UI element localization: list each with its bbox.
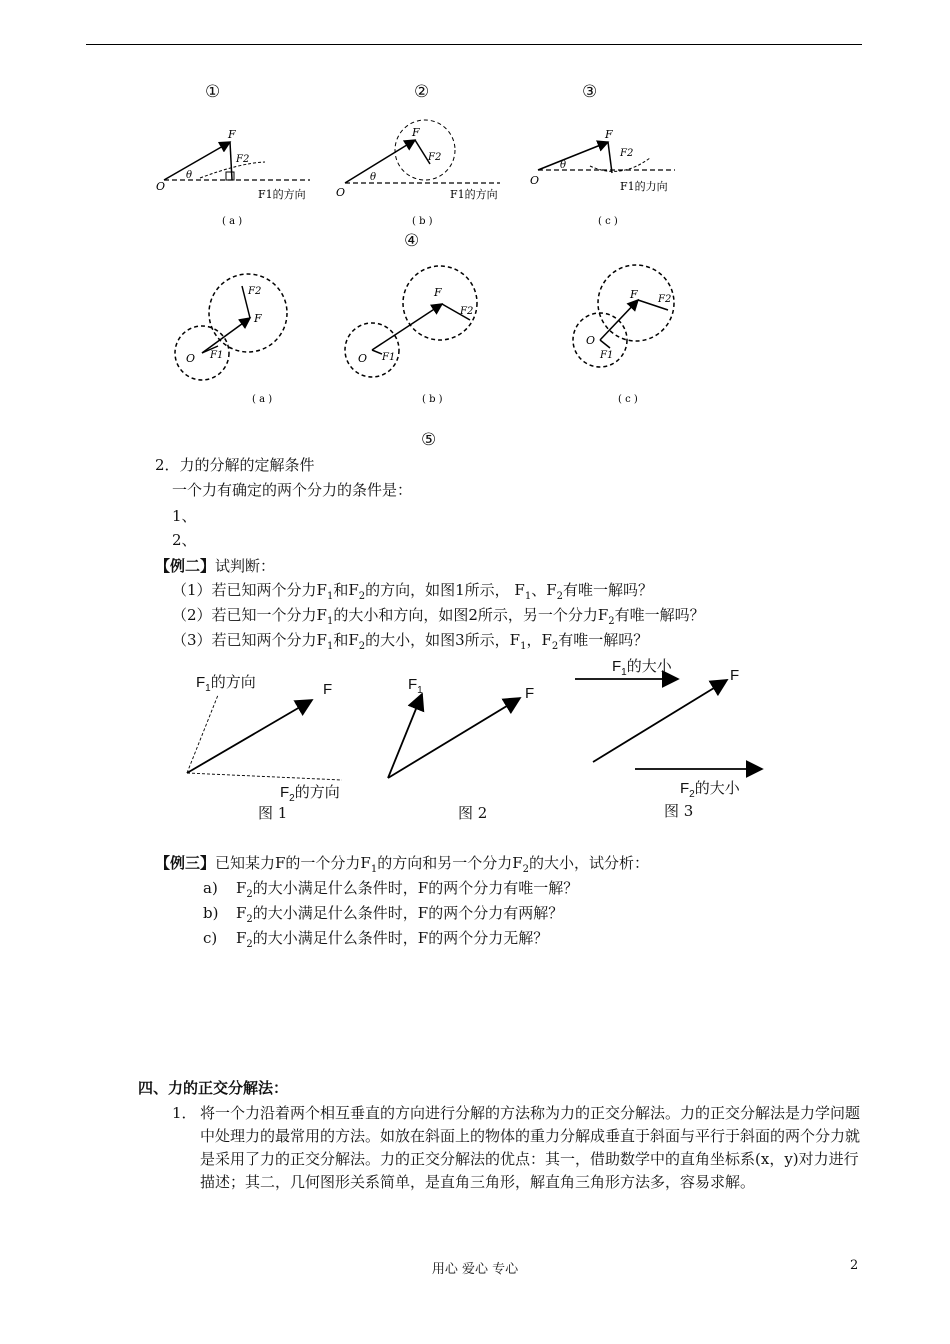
fig2-F1-sub: 1 — [417, 685, 423, 696]
triangle-c-O: O — [530, 174, 540, 187]
circle-c-F: F — [630, 288, 638, 301]
ex3-stem-a: 已知某力F的一个分力F — [215, 854, 371, 872]
example3-a — [203, 878, 578, 905]
section2-intro: 一个力有确定的两个分力的条件是： — [172, 481, 413, 499]
q2-sub-2: 2 — [608, 616, 615, 627]
fig3-F1-rest: 的大小 — [626, 658, 672, 675]
q3-part-a: （3）若已知两个分力F — [172, 631, 327, 649]
triangle-c-theta: θ — [560, 160, 567, 171]
section2-item2: 2、 — [172, 531, 197, 549]
example3-tag: 【例三】 — [155, 854, 216, 872]
q3-part-d: ，F — [526, 631, 552, 649]
example2-q1 — [172, 580, 653, 607]
triangle-b-theta: θ — [370, 172, 377, 183]
q3-part-e: 有唯一解吗？ — [558, 631, 649, 649]
fig2-F-label: F — [525, 685, 535, 702]
circle-a-O: O — [186, 352, 196, 365]
ex3-b-letter: F — [236, 904, 247, 922]
q3-sub-4: 2 — [551, 641, 559, 652]
figure-2-diagram — [388, 694, 520, 778]
ex3-b-text: 的大小满足什么条件时，F的两个分力有两解？ — [252, 904, 564, 922]
fig1-f1-sub: 1 — [205, 683, 211, 694]
figure-3-caption: 图 3 — [664, 802, 694, 820]
fig3-F2-letter: F — [680, 780, 690, 797]
ex3-a-sub: 2 — [246, 889, 253, 900]
ex3-sub-1: 1 — [370, 864, 378, 875]
triangle-b-direction: F1的方向 — [450, 188, 498, 201]
circle-a-F: F — [254, 312, 262, 325]
fig3-F1-sub: 1 — [621, 667, 627, 678]
q1-part-d: 、F — [531, 581, 557, 599]
marker-1: ① — [205, 82, 221, 102]
circle-c-F2: F2 — [658, 294, 672, 305]
q2-part-c: 有唯一解吗？ — [614, 606, 705, 624]
example2-q2 — [172, 605, 705, 632]
footer-text: 用心 爱心 专心 — [431, 1262, 519, 1277]
fig1-f1-direction-label — [196, 671, 256, 694]
marker-5: ⑤ — [421, 430, 437, 450]
fig1-f2-sub: 2 — [289, 793, 295, 804]
circle-b-F2: F2 — [460, 306, 474, 317]
circle-b-F1: F1 — [382, 352, 396, 363]
circle-c-O: O — [586, 334, 596, 347]
triangle-a-theta: θ — [186, 170, 193, 181]
circle-b-O: O — [358, 352, 368, 365]
section4-heading: 四、力的正交分解法： — [138, 1079, 289, 1097]
circle-c-caption: ( c ) — [618, 394, 638, 405]
q3-part-b: 和F — [333, 631, 359, 649]
fig3-F1-magnitude-label — [612, 655, 672, 678]
triangle-panel-b — [336, 120, 500, 227]
q1-sub-4: 2 — [556, 591, 564, 602]
fig3-F1-letter: F — [612, 658, 622, 675]
q3-sub-1: 1 — [326, 641, 334, 652]
fig1-F-label: F — [323, 681, 333, 698]
header-rule — [86, 44, 862, 45]
q3-sub-2: 2 — [358, 641, 366, 652]
section4-item-number: 1． — [172, 1104, 197, 1122]
force-circle-figure — [160, 258, 700, 413]
ex3-c-sub: 2 — [246, 939, 253, 950]
circle-b-caption: ( b ) — [422, 394, 443, 405]
page-number: 2 — [850, 1258, 859, 1273]
fig1-f1-letter: F — [196, 674, 206, 691]
q2-sub-1: 1 — [326, 616, 334, 627]
circle-c-F1: F1 — [600, 350, 614, 361]
ex3-a-label: a) — [203, 879, 218, 897]
q1-part-a: （1）若已知两个分力F — [172, 581, 327, 599]
example2-tag: 【例二】 — [155, 557, 216, 575]
ex3-c-letter: F — [236, 929, 247, 947]
q1-part-c: 的方向，如图1所示， F — [365, 581, 525, 599]
triangle-a-O: O — [156, 180, 166, 193]
triangle-b-O: O — [336, 186, 346, 199]
force-triangle-figure — [150, 118, 690, 228]
triangle-c-caption: ( c ) — [598, 216, 618, 227]
triangle-b-F2: F2 — [428, 152, 442, 163]
figure-1-diagram — [187, 695, 342, 780]
ex3-c-label: c) — [203, 929, 218, 947]
figure-3-diagram — [575, 679, 762, 769]
circle-a-F2: F2 — [248, 286, 262, 297]
triangle-a-caption: ( a ) — [222, 216, 243, 227]
fig3-F2-sub: 2 — [689, 789, 695, 800]
triangle-b-F: F — [412, 126, 420, 139]
ex3-stem-b: 的方向和另一个分力F — [377, 854, 523, 872]
example3-stem — [155, 853, 649, 880]
circle-a-F1: F1 — [210, 350, 224, 361]
fig2-F1-label — [408, 676, 423, 696]
example3-b — [203, 903, 563, 930]
figure-2-caption: 图 2 — [458, 804, 488, 822]
circle-panel-c — [573, 265, 674, 405]
circle-panel-a — [175, 274, 287, 405]
triangle-c-direction: F1的力向 — [620, 180, 668, 193]
ex3-a-text: 的大小满足什么条件时，F的两个分力有唯一解？ — [252, 879, 579, 897]
marker-2: ② — [414, 82, 430, 102]
section2-heading: 2．力的分解的定解条件 — [155, 456, 315, 474]
triangle-a-direction: F1的方向 — [258, 188, 306, 201]
example2-title: 试判断： — [215, 557, 276, 575]
ex3-b-label: b) — [203, 904, 219, 922]
example3-c — [203, 928, 548, 955]
fig2-F1-letter: F — [408, 676, 418, 693]
section2-item1: 1、 — [172, 507, 197, 525]
ex3-sub-2: 2 — [522, 864, 530, 875]
triangle-b-caption: ( b ) — [412, 216, 433, 227]
q2-part-a: （2）若已知一个分力F — [172, 606, 327, 624]
section4-paragraph: 将一个力沿着两个相互垂直的方向进行分解的方法称为力的正交分解法。力的正交分解法是力学问题中处理力的最常用的方法。如放在斜面上的物体的重力分解成垂直于斜面与平行于斜面的两个分力就是采用了力的正交分解法。力的正交分解法的优点：其一，借助数学中的直角坐标系(x，y)对力进行描述；其二，几何图形关系简单，是直角三角形，解直角三角形方法多，容易求解。 — [200, 1104, 861, 1191]
fig1-f2-direction-label — [280, 781, 340, 804]
fig1-f2-letter: F — [280, 784, 290, 801]
triangle-c-F: F — [605, 128, 613, 141]
marker-3: ③ — [582, 82, 598, 102]
q1-part-e: 有唯一解吗？ — [563, 581, 654, 599]
fig3-F2-rest: 的大小 — [694, 780, 740, 797]
ex3-stem-c: 的大小，试分析： — [529, 854, 650, 872]
triangle-panel-a — [156, 128, 310, 227]
q1-sub-1: 1 — [326, 591, 334, 602]
q2-part-b: 的大小和方向，如图2所示，另一个分力F — [333, 606, 609, 624]
q3-sub-3: 1 — [520, 641, 527, 652]
ex3-a-letter: F — [236, 879, 247, 897]
q1-part-b: 和F — [333, 581, 359, 599]
fig1-f1-rest: 的方向 — [210, 674, 256, 691]
ex3-b-sub: 2 — [246, 914, 253, 925]
circle-a-caption: ( a ) — [252, 394, 273, 405]
triangle-a-F2: F2 — [236, 154, 250, 165]
triangle-panel-c — [530, 128, 675, 227]
triangle-a-F: F — [228, 128, 236, 141]
fig3-F2-magnitude-label — [680, 777, 740, 800]
marker-4: ④ — [404, 231, 420, 251]
circle-panel-b — [345, 266, 477, 405]
ex3-c-text: 的大小满足什么条件时，F的两个分力无解？ — [252, 929, 549, 947]
fig1-f2-rest: 的方向 — [294, 784, 340, 801]
figure-1-caption: 图 1 — [258, 804, 288, 822]
example2-header — [155, 556, 275, 576]
circle-b-F: F — [434, 286, 442, 299]
q1-sub-2: 2 — [358, 591, 366, 602]
triangle-c-F2: F2 — [620, 148, 634, 159]
fig3-F-label: F — [730, 667, 740, 684]
q3-part-c: 的大小，如图3所示，F — [365, 631, 521, 649]
q1-sub-3: 1 — [524, 591, 532, 602]
